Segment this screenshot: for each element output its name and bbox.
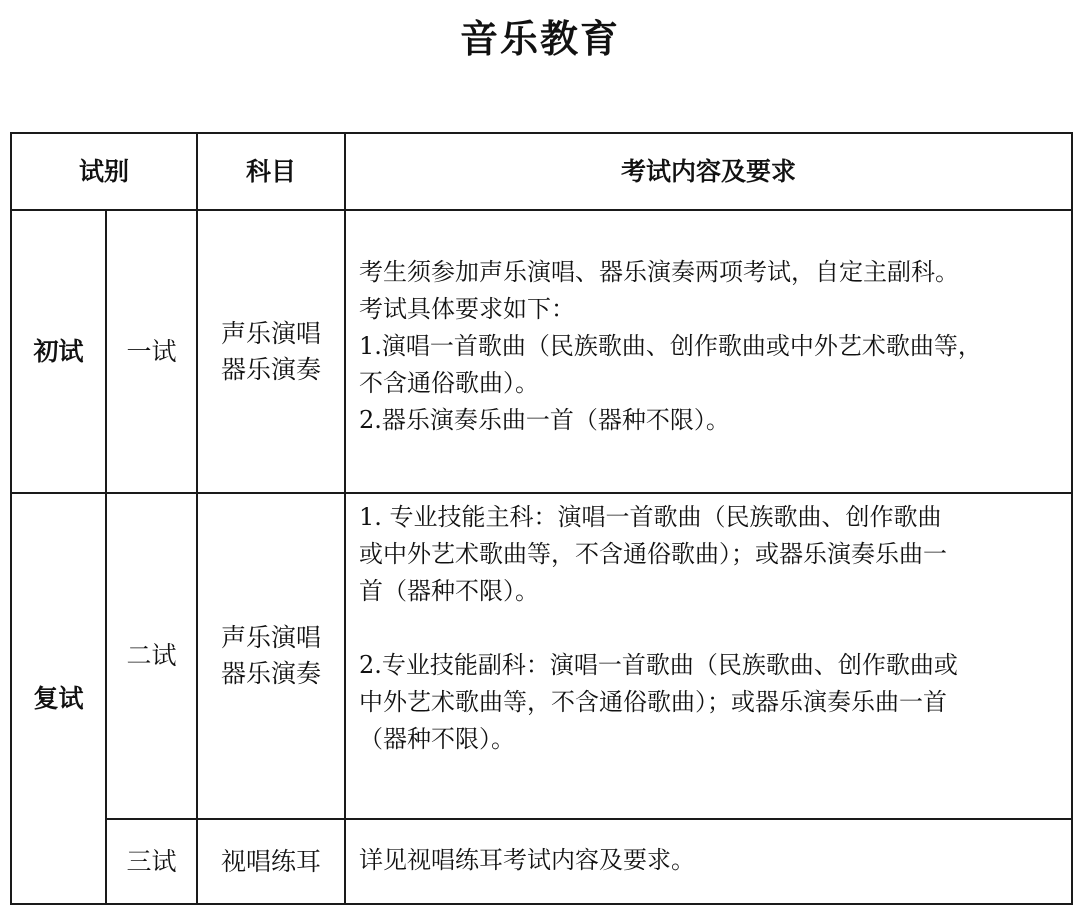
stage-third: 三试 [126, 846, 177, 876]
header-requirements: 考试内容及要求 [620, 156, 796, 186]
requirement-line: 不含通俗歌曲）。 [359, 369, 539, 397]
subject-line: 视唱练耳 [220, 846, 321, 876]
requirement-line: 1.演唱一首歌曲（民族歌曲、创作歌曲或中外艺术歌曲等， [359, 332, 982, 360]
requirement-line: 首（器种不限）。 [359, 577, 539, 605]
requirement-line: （器种不限）。 [359, 725, 515, 753]
table-rule [344, 134, 346, 903]
subject-line: 声乐演唱 [220, 318, 321, 348]
stage-second: 二试 [126, 641, 177, 670]
requirements-cell [359, 499, 958, 758]
subject-cell [198, 820, 344, 903]
requirement-line: 2.专业技能副科：演唱一首歌曲（民族歌曲、创作歌曲或 [359, 651, 958, 679]
subject-cell [198, 494, 344, 818]
requirement-line: 考试具体要求如下： [359, 295, 575, 323]
header-subject: 科目 [245, 156, 296, 186]
paragraph-gap [359, 610, 958, 647]
subject-cell [198, 211, 344, 492]
requirement-line: 或中外艺术歌曲等，不含通俗歌曲）；或器乐演奏乐曲一 [359, 540, 947, 568]
header-category: 试别 [78, 156, 129, 186]
stage-first: 一试 [126, 336, 177, 366]
subject-line: 声乐演唱 [220, 623, 321, 652]
page-title: 音乐教育 [459, 16, 620, 61]
subject-line: 器乐演奏 [220, 659, 321, 688]
requirements-cell [359, 254, 982, 439]
requirement-line: 1. 专业技能主科：演唱一首歌曲（民族歌曲、创作歌曲 [359, 503, 942, 531]
group-preliminary: 初试 [33, 336, 84, 366]
group-retest: 复试 [33, 683, 84, 713]
requirement-line: 中外艺术歌曲等，不含通俗歌曲）；或器乐演奏乐曲一首 [359, 688, 947, 716]
requirement-line: 考生须参加声乐演唱、器乐演奏两项考试，自定主副科。 [359, 258, 959, 286]
requirement-line: 2.器乐演奏乐曲一首（器种不限）。 [359, 406, 730, 434]
subject-line: 器乐演奏 [220, 354, 321, 384]
requirement-line: 详见视唱练耳考试内容及要求。 [359, 846, 695, 874]
exam-table [10, 132, 1073, 905]
requirements-cell [359, 842, 695, 879]
